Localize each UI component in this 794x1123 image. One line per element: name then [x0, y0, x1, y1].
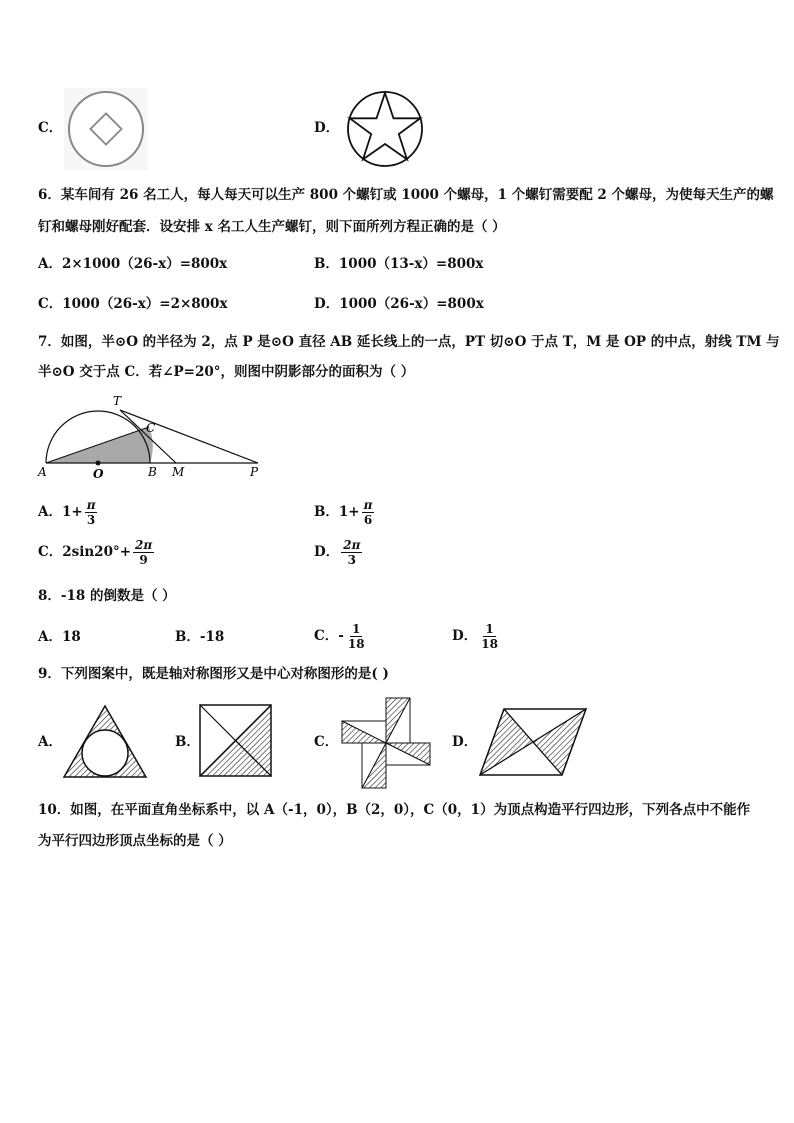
q8-option-a: A．18 — [38, 629, 81, 645]
q9-stem: 9．下列图案中，既是轴对称图形又是中心对称图形的是( ) — [38, 666, 389, 682]
q8-option-c: C．- $\frac{1}{18}$ — [314, 622, 365, 651]
q8-stem: 8．-18 的倒数是（ ） — [38, 588, 176, 604]
q7-label-b: B — [148, 465, 157, 479]
q8-option-b: B．-18 — [175, 629, 225, 645]
q7-label-m: M — [172, 465, 185, 479]
q5-option-d-label: D． — [314, 120, 340, 136]
q5-option-c-label: C． — [38, 120, 63, 136]
q9-option-c-figure — [340, 698, 432, 788]
q7-option-a: A．1+ $\frac{\pi}{3}$ — [38, 498, 96, 527]
q6-option-d: D．1000（26-x）=800x — [314, 296, 484, 312]
q6-option-a: A．2×1000（26-x）=800x — [38, 256, 228, 272]
q9-option-c-label: C． — [314, 734, 339, 750]
q9-option-b-figure — [199, 704, 273, 778]
q7-label-o: O — [93, 467, 104, 481]
q7-label-a: A — [38, 465, 47, 479]
q6-stem-line1: 6．某车间有 26 名工人，每人每天可以生产 800 个螺钉或 1000 个螺母，1 个螺钉需要配 2 个螺母，为使每天生产的螺 — [38, 187, 774, 203]
q6-stem-line2: 钉和螺母刚好配套．设安排 x 名工人生产螺钉，则下面所列方程正确的是（ ） — [38, 219, 506, 235]
q6-option-c: C．1000（26-x）=2×800x — [38, 296, 228, 312]
q9-option-b-label: B． — [175, 734, 200, 750]
q7-label-p: P — [250, 465, 259, 479]
q9-option-d-label: D． — [452, 734, 478, 750]
q9-option-a-figure — [62, 704, 148, 778]
q7-label-c: C — [146, 421, 156, 435]
q7-option-b: B．1+ $\frac{\pi}{6}$ — [314, 498, 373, 527]
q7-option-d: D． $\frac{2\pi}{3}$ — [314, 538, 361, 567]
q9-option-a-label: A． — [38, 734, 62, 750]
q7-geometry-figure — [36, 392, 266, 484]
q7-stem-line1: 7．如图，半⊙O 的半径为 2，点 P 是⊙O 直径 AB 延长线上的一点，PT 切⊙O 于点 T，M 是 OP 的中点，射线 TM 与 — [38, 334, 780, 350]
q10-stem-line1: 10．如图，在平面直角坐标系中，以 A（-1，0），B（2，0），C（0，1）为顶点构造平行四边形，下列各点中不能作 — [38, 802, 751, 818]
q7-label-t: T — [113, 394, 122, 408]
q6-option-b: B．1000（13-x）=800x — [314, 256, 484, 272]
q7-stem-line2: 半⊙O 交于点 C．若∠P=20°，则图中阴影部分的面积为（ ） — [38, 364, 415, 380]
q5-option-d-figure — [345, 89, 425, 169]
q5-option-c-figure — [64, 88, 148, 170]
q10-stem-line2: 为平行四边形顶点坐标的是（ ） — [38, 833, 232, 849]
q7-option-c: C．2sin20°+ $\frac{2\pi}{9}$ — [38, 538, 153, 567]
q8-option-d: D． $\frac{1}{18}$ — [452, 622, 498, 651]
q9-option-d-figure — [478, 708, 588, 776]
